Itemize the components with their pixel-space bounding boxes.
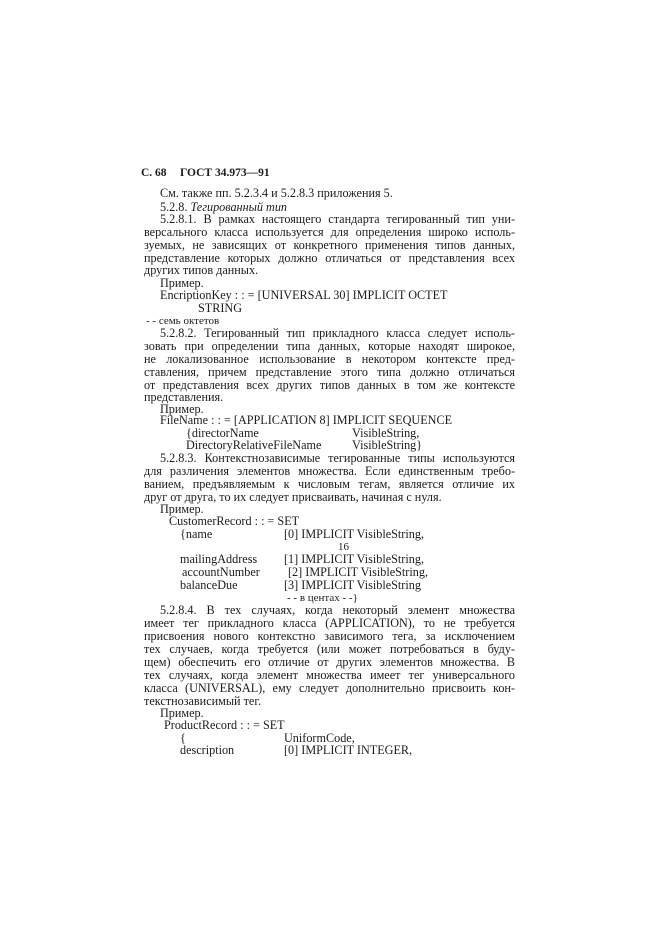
code-field-type: VisibleString, <box>352 426 420 440</box>
text-line: других типов данных. <box>144 263 259 277</box>
text-line: ванием, предъявляемым к числовым тегам, является отличие их <box>144 477 515 491</box>
text-line: версального класса используется для определения широко исполь- <box>144 225 515 239</box>
text-line: зовать при определении типа данных, которые находят широкое, <box>144 339 515 353</box>
text-line: класса (UNIVERSAL), ему следует дополнительно присвоить кон- <box>144 681 515 695</box>
text-line: зуемых, не зависящих от конкретного применения типов данных, <box>144 238 515 252</box>
code-line: STRING <box>198 301 243 315</box>
code-field-type: [0] IMPLICIT INTEGER, <box>284 743 413 757</box>
page-marker: 16 <box>338 541 349 553</box>
code-comment: - - в центах - -} <box>287 592 358 604</box>
section-title: Тегированный тип <box>190 200 288 214</box>
code-field-name: mailingAddress <box>180 552 258 566</box>
code-line: ProductRecord : : = SET <box>164 718 285 732</box>
text-line: См. также пп. 5.2.3.4 и 5.2.8.3 приложения 5. <box>160 186 393 200</box>
code-brace: { <box>180 731 186 745</box>
code-field-type: [1] IMPLICIT VisibleString, <box>284 552 424 566</box>
code-field-name: description <box>180 743 235 757</box>
code-field-name: {name <box>180 527 213 541</box>
text-line: присвоения нового контекстно зависимого тега, за исключением <box>144 629 515 643</box>
text-line: тех случаях, когда элемент множества имеет тег универсального <box>144 668 515 682</box>
code-line: EncriptionKey : : = [UNIVERSAL 30] IMPLICIT OCTET <box>160 288 448 302</box>
code-comment: - - семь октетов <box>146 315 220 327</box>
text-line: 5.2.8.2. Тегированный тип прикладного класса следует исполь- <box>160 326 515 340</box>
text-line: представления. <box>144 390 224 404</box>
code-field-name: DirectoryRelativeFileName <box>186 438 322 452</box>
code-field-name: {directorName <box>186 426 259 440</box>
text-line: 5.2.8.3. Контекстнозависимые тегированные типы используются <box>160 451 515 465</box>
text-line: тех случаев, когда требуется (или может потребоваться в буду- <box>144 642 515 656</box>
code-field-type: [2] IMPLICIT VisibleString, <box>288 565 428 579</box>
code-field-type: UniformCode, <box>284 731 355 745</box>
standard-code: ГОСТ 34.973—91 <box>180 167 270 179</box>
text-line: текстнозависимый тег. <box>144 694 262 708</box>
text-line: представление которых должно отличаться от представления всех <box>144 251 515 265</box>
text-line: ставления, причем представление этого типа должно отличаться <box>144 365 515 379</box>
text-line: щем) обеспечить его отличие от других элементов множества. В <box>144 655 515 669</box>
example-label: Пример. <box>160 402 204 416</box>
example-label: Пример. <box>160 502 204 516</box>
text-line: 5.2.8.1. В рамках настоящего стандарта тегированный тип уни- <box>160 212 515 226</box>
text-line: имеет тег прикладного класса (APPLICATION), то не требуется <box>144 616 515 630</box>
code-field-type: [0] IMPLICIT VisibleString, <box>284 527 424 541</box>
page-number: С. 68 <box>141 167 167 179</box>
text-line: от представления всех других типов данных в том же контексте <box>144 378 515 392</box>
section-number: 5.2.8. <box>160 200 191 214</box>
example-label: Пример. <box>160 706 204 720</box>
text-line: не локализованное использование в некотором контексте пред- <box>144 352 515 366</box>
code-field-name: balanceDue <box>180 578 238 592</box>
code-line: FileName : : = [APPLICATION 8] IMPLICIT SEQUENCE <box>160 413 453 427</box>
code-field-name: accountNumber <box>182 565 260 579</box>
example-label: Пример. <box>160 276 204 290</box>
text-line: 5.2.8.4. В тех случаях, когда некоторый элемент множества <box>160 603 515 617</box>
code-field-type: [3] IMPLICIT VisibleString <box>284 578 421 592</box>
code-field-type: VisibleString} <box>352 438 423 452</box>
code-line: CustomerRecord : : = SET <box>169 514 300 528</box>
text-line: для различения элементов множества. Если единственным требо- <box>144 464 515 478</box>
text-line: друг от друга, то их следует присваивать, начиная с нуля. <box>144 490 442 504</box>
